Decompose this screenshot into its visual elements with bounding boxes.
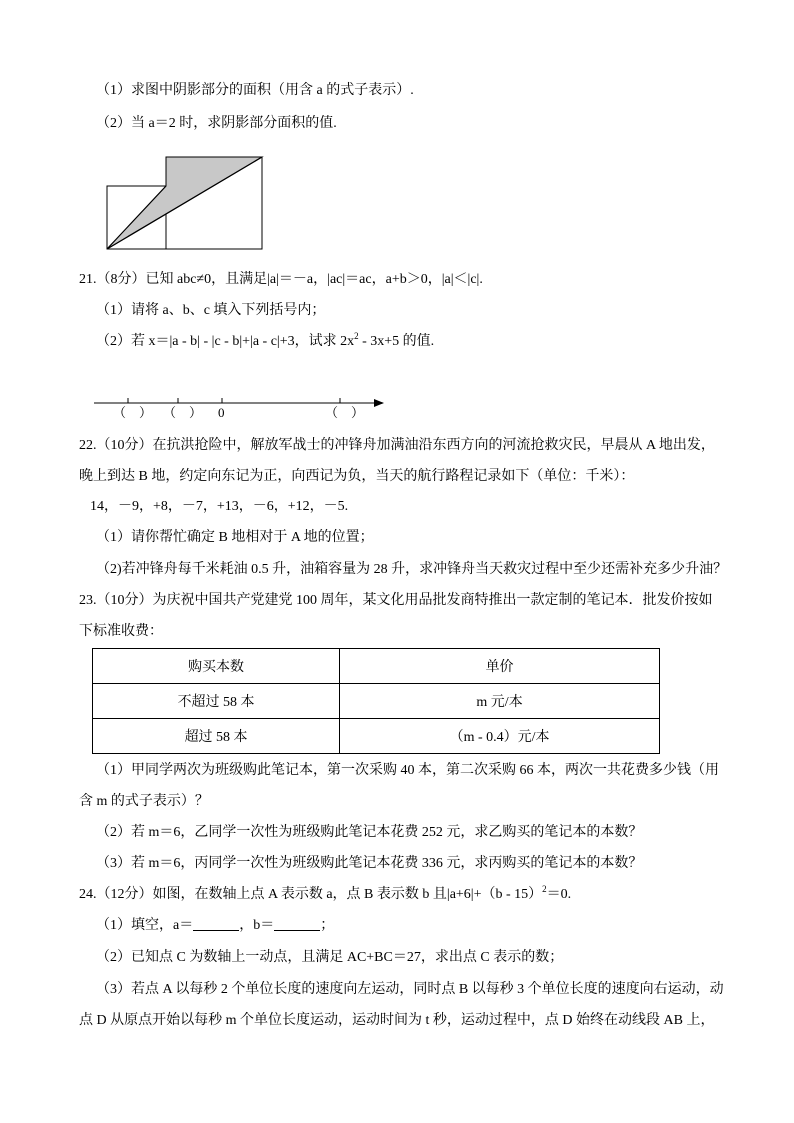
axis-label-2: （ ） <box>163 405 203 420</box>
table-cell: m 元/本 <box>340 684 660 719</box>
q21-sub2-prefix: （2）若 x＝|a - b| - |c - b|+|a - c|+3，试求 2x <box>96 334 355 349</box>
q23-sub1b: 含 m 的式子表示）？ <box>79 794 209 809</box>
q22-head2: 晚上到达 B 地，约定向东记为正，向西记为负，当天的航行路程记录如下（单位：千米）： <box>79 469 635 484</box>
q22-head: 22.（10分）在抗洪抢险中，解放军战士的冲锋舟加满油沿东西方向的河流抢救灾民，早晨从 A 地出发， <box>79 438 715 453</box>
arrow-icon <box>374 399 384 407</box>
q21-sub2-suffix: - 3x+5 的值. <box>358 334 435 349</box>
q21-sub1: （1）请将 a、b、c 填入下列括号内； <box>96 303 326 318</box>
q21-head <box>79 270 483 290</box>
q22-record: 14，－9，+8，－7，+13，－6，+12，－5. <box>90 499 349 514</box>
q24-head-prefix: 24.（12分）如图，在数轴上点 A 表示数 a，点 B 表示数 b 且|a+6|+（b - 15） <box>79 887 543 902</box>
q21-stem: （8分）已知 abc≠0，且满足|a|＝－a，|ac|＝ac，a+b＞0，|a|＜|c|. <box>96 272 483 287</box>
axis-label-3: （ ） <box>325 405 365 420</box>
table-cell: 不超过 58 本 <box>93 684 340 719</box>
answer-blank-b[interactable] <box>274 916 320 931</box>
q21-number: 21. <box>79 272 97 287</box>
q21-sub2 <box>96 332 434 352</box>
q24-head-suffix: ＝0. <box>546 887 572 902</box>
q23-head: 23.（10分）为庆祝中国共产党建党 100 周年，某文化用品批发商特推出一款定制的笔记本．批发价按如 <box>79 593 713 608</box>
q23-sub3: （3）若 m＝6，丙同学一次性为班级购此笔记本花费 336 元，求丙购买的笔记本的本数？ <box>96 856 643 871</box>
q20-sub1: （1）求图中阴影部分的面积（用含 a 的式子表示）. <box>96 83 414 98</box>
q23-sub1: （1）甲同学两次为班级购此笔记本，第一次采购 40 本，第二次采购 66 本，两次一共花费多少钱（用 <box>96 763 719 778</box>
q24-sub1-b: ，b＝ <box>239 918 275 933</box>
q22-sub2: （2)若冲锋舟每千米耗油 0.5 升，油箱容量为 28 升，求冲锋舟当天救灾过程中至少还需补充多少升油？ <box>96 562 728 577</box>
q24-sub1-end: ； <box>320 918 335 933</box>
q24-sub3: （3）若点 A 以每秒 2 个单位长度的速度向左运动，同时点 B 以每秒 3 个单位长度的速度向右运动，动 <box>96 982 724 997</box>
table-cell: 超过 58 本 <box>93 719 340 754</box>
q24-sub1-a: （1）填空，a＝ <box>96 918 194 933</box>
table-row <box>93 719 660 754</box>
axis-label-zero: 0 <box>218 405 225 420</box>
shaded-squares-figure <box>100 152 270 254</box>
q23-sub2: （2）若 m＝6，乙同学一次性为班级购此笔记本花费 252 元，求乙购买的笔记本的本数？ <box>96 825 643 840</box>
q24-head <box>79 885 571 905</box>
table-cell: （m - 0.4）元/本 <box>340 719 660 754</box>
table-header: 购买本数 <box>93 649 340 684</box>
q24-sub3b: 点 D 从原点开始以每秒 m 个单位长度运动，运动时间为 t 秒，运动过程中，点 D 始终在动线段 AB 上， <box>79 1013 715 1028</box>
price-table <box>92 648 660 754</box>
q24-sub1 <box>96 916 334 936</box>
q24-sub2: （2）已知点 C 为数轴上一动点，且满足 AC+BC＝27，求出点 C 表示的数； <box>96 950 564 965</box>
q23-head2: 下标准收费： <box>79 624 163 639</box>
axis-label-1: （ ） <box>113 405 153 420</box>
table-row <box>93 684 660 719</box>
q21-sub2-exponent: 2 <box>354 331 359 341</box>
q20-sub2: （2）当 a＝2 时，求阴影部分面积的值. <box>96 116 337 131</box>
q24-head-exponent: 2 <box>542 884 547 894</box>
answer-blank-a[interactable] <box>193 916 239 931</box>
table-header-row <box>93 649 660 684</box>
table-header: 单价 <box>340 649 660 684</box>
q22-sub1: （1）请你帮忙确定 B 地相对于 A 地的位置； <box>96 530 374 545</box>
